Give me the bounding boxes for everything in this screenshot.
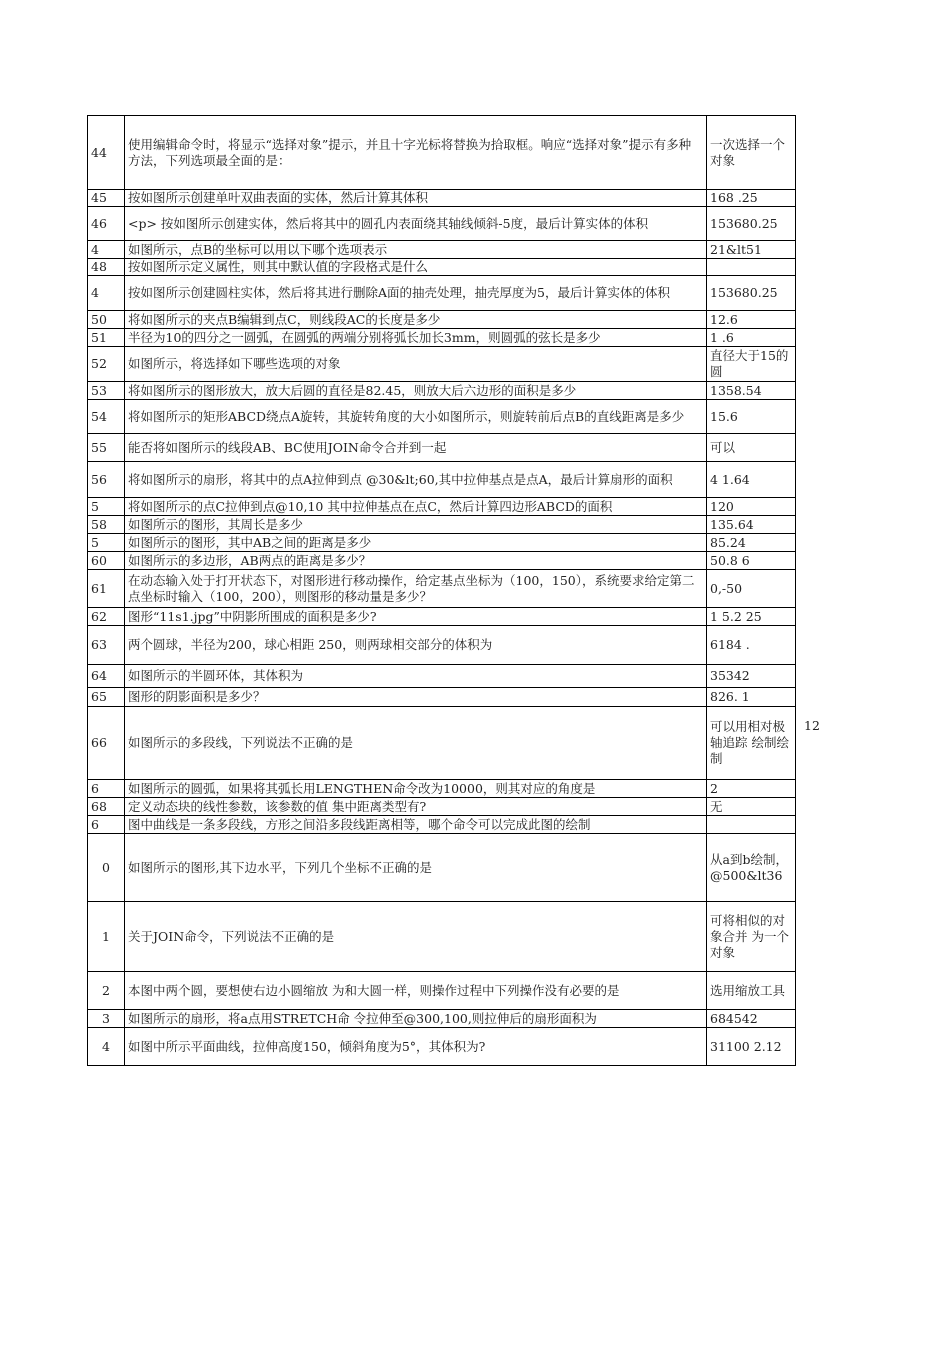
answer-text: 35342 — [707, 665, 796, 688]
question-number: 60 — [88, 552, 125, 570]
question-number: 44 — [88, 116, 125, 190]
answer-text: 50.8 6 — [707, 552, 796, 570]
question-text: 如图所示的扇形，将a点用STRETCH命 令拉伸至@300,100,则拉伸后的扇形面积为 — [125, 1010, 707, 1028]
question-number: 2 — [88, 972, 125, 1010]
table-row — [88, 498, 796, 516]
question-number: 63 — [88, 626, 125, 665]
question-text: <p> 按如图所示创建实体，然后将其中的圆孔内表面绕其轴线倾斜-5度，最后计算实体的体积 — [125, 207, 707, 241]
question-table — [87, 115, 796, 1066]
table-row — [88, 570, 796, 608]
question-number: 46 — [88, 207, 125, 241]
answer-text: 0,-50 — [707, 570, 796, 608]
question-number: 66 — [88, 707, 125, 780]
answer-text: 无 — [707, 798, 796, 816]
question-text: 图形的阴影面积是多少？ — [125, 688, 707, 707]
table-row — [88, 902, 796, 972]
answer-text: 直径大于15的圆 — [707, 347, 796, 382]
question-text: 定义动态块的线性参数，该参数的值 集中距离类型有? — [125, 798, 707, 816]
question-number: 4 — [88, 276, 125, 311]
question-number: 48 — [88, 259, 125, 276]
question-text: 如图所示的圆弧，如果将其弧长用LENGTHEN命令改为10000，则其对应的角度是 — [125, 780, 707, 798]
table-row — [88, 707, 796, 780]
table-row — [88, 241, 796, 259]
question-text: 如图所示的多段线，下列说法不正确的是 — [125, 707, 707, 780]
question-text: 本图中两个圆，要想使右边小圆缩放 为和大圆一样，则操作过程中下列操作没有必要的是 — [125, 972, 707, 1010]
question-number: 4 — [88, 1028, 125, 1066]
question-table-body — [88, 116, 796, 1066]
table-row — [88, 834, 796, 902]
question-number: 6 — [88, 780, 125, 798]
answer-text: 85.24 — [707, 534, 796, 552]
question-text: 两个圆球，半径为200，球心相距 250，则两球相交部分的体积为 — [125, 626, 707, 665]
question-text: 如图所示的图形，其中AB之间的距离是多少 — [125, 534, 707, 552]
question-number: 64 — [88, 665, 125, 688]
table-row — [88, 311, 796, 329]
question-number: 4 — [88, 241, 125, 259]
answer-text: 12.6 — [707, 311, 796, 329]
answer-text: 1 5.2 25 — [707, 608, 796, 626]
answer-text: 从a到b绘制， @500&lt36 — [707, 834, 796, 902]
answer-text — [707, 816, 796, 834]
answer-text: 6184 . — [707, 626, 796, 665]
table-row — [88, 972, 796, 1010]
question-number: 6 — [88, 816, 125, 834]
answer-text: 2 — [707, 780, 796, 798]
answer-text: 31100 2.12 — [707, 1028, 796, 1066]
question-text: 图形“11s1.jpg”中阴影所围成的面积是多少? — [125, 608, 707, 626]
answer-text: 135.64 — [707, 516, 796, 534]
table-row — [88, 276, 796, 311]
table-row — [88, 816, 796, 834]
question-text: 能否将如图所示的线段AB、BC使用JOIN命令合并到一起 — [125, 434, 707, 462]
question-number: 45 — [88, 190, 125, 207]
answer-text: 826. 1 — [707, 688, 796, 707]
answer-text: 1 .6 — [707, 329, 796, 347]
table-row — [88, 116, 796, 190]
question-number: 5 — [88, 534, 125, 552]
question-text: 关于JOIN命令，下列说法不正确的是 — [125, 902, 707, 972]
table-row — [88, 608, 796, 626]
outside-cell-value: 12 — [804, 718, 820, 733]
question-text: 按如图所示创建单叶双曲表面的实体，然后计算其体积 — [125, 190, 707, 207]
answer-text: 1358.54 — [707, 382, 796, 400]
question-text: 如图所示，将选择如下哪些选项的对象 — [125, 347, 707, 382]
answer-text: 可以 — [707, 434, 796, 462]
table-row — [88, 516, 796, 534]
question-number: 3 — [88, 1010, 125, 1028]
question-number: 54 — [88, 400, 125, 434]
answer-text: 120 — [707, 498, 796, 516]
question-number: 51 — [88, 329, 125, 347]
question-text: 将如图所示的扇形，将其中的点A拉伸到点 @30&lt;60,其中拉伸基点是点A，最后计算扇形的面积 — [125, 462, 707, 498]
question-number: 0 — [88, 834, 125, 902]
question-text: 将如图所示的点C拉伸到点@10,10 其中拉伸基点在点C，然后计算四边形ABCD的面积 — [125, 498, 707, 516]
table-row — [88, 552, 796, 570]
answer-text: 15.6 — [707, 400, 796, 434]
question-number: 53 — [88, 382, 125, 400]
question-number: 61 — [88, 570, 125, 608]
question-number: 62 — [88, 608, 125, 626]
table-row — [88, 780, 796, 798]
question-text: 如图所示的图形,其下边水平，下列几个坐标不正确的是 — [125, 834, 707, 902]
question-text: 将如图所示的矩形ABCD绕点A旋转，其旋转角度的大小如图所示，则旋转前后点B的直线距离是多少 — [125, 400, 707, 434]
question-text: 如图中所示平面曲线，拉伸高度150，倾斜角度为5°，其体积为? — [125, 1028, 707, 1066]
answer-text: 4 1.64 — [707, 462, 796, 498]
table-row — [88, 665, 796, 688]
table-row — [88, 434, 796, 462]
table-row — [88, 329, 796, 347]
question-text: 如图所示的图形，其周长是多少 — [125, 516, 707, 534]
question-text: 如图所示的多边形，AB两点的距离是多少？ — [125, 552, 707, 570]
answer-text: 可将相似的对象合并 为一个对象 — [707, 902, 796, 972]
answer-text: 684542 — [707, 1010, 796, 1028]
question-text: 如图所示，点B的坐标可以用以下哪个选项表示 — [125, 241, 707, 259]
table-row — [88, 626, 796, 665]
question-number: 68 — [88, 798, 125, 816]
answer-text: 153680.25 — [707, 207, 796, 241]
table-row — [88, 400, 796, 434]
table-row — [88, 688, 796, 707]
answer-text: 选用缩放工具 — [707, 972, 796, 1010]
table-row — [88, 1010, 796, 1028]
question-text: 如图所示的半圆环体，其体积为 — [125, 665, 707, 688]
table-row — [88, 207, 796, 241]
table-row — [88, 534, 796, 552]
answer-text: 168 .25 — [707, 190, 796, 207]
question-number: 56 — [88, 462, 125, 498]
question-number: 58 — [88, 516, 125, 534]
question-number: 55 — [88, 434, 125, 462]
question-number: 52 — [88, 347, 125, 382]
table-row — [88, 1028, 796, 1066]
table-row — [88, 259, 796, 276]
question-text: 按如图所示定义属性，则其中默认值的字段格式是什么 — [125, 259, 707, 276]
answer-text: 可以用相对极轴追踪 绘制绘制 — [707, 707, 796, 780]
question-text: 使用编辑命令时，将显示“选择对象”提示，并且十字光标将替换为拾取框。响应“选择对象”提示有多种方法，下列选项最全面的是： — [125, 116, 707, 190]
question-text: 图中曲线是一条多段线，方形之间沿多段线距离相等，哪个命令可以完成此图的绘制 — [125, 816, 707, 834]
answer-text: 一次选择一个对象 — [707, 116, 796, 190]
question-text: 将如图所示的夹点B编辑到点C，则线段AC的长度是多少 — [125, 311, 707, 329]
question-table-container — [87, 115, 795, 1066]
question-text: 在动态输入处于打开状态下，对图形进行移动操作，给定基点坐标为（100，150），系统要求给定第二点坐标时输入（100，200），则图形的移动量是多少？ — [125, 570, 707, 608]
question-number: 50 — [88, 311, 125, 329]
question-text: 半径为10的四分之一圆弧，在圆弧的两端分别将弧长加长3mm，则圆弧的弦长是多少 — [125, 329, 707, 347]
table-row — [88, 462, 796, 498]
table-row — [88, 382, 796, 400]
table-row — [88, 798, 796, 816]
question-text: 将如图所示的图形放大，放大后圆的直径是82.45，则放大后六边形的面积是多少 — [125, 382, 707, 400]
question-text: 按如图所示创建圆柱实体，然后将其进行删除A面的抽壳处理，抽壳厚度为5，最后计算实体的体积 — [125, 276, 707, 311]
answer-text: 153680.25 — [707, 276, 796, 311]
table-row — [88, 190, 796, 207]
question-number: 1 — [88, 902, 125, 972]
question-number: 65 — [88, 688, 125, 707]
answer-text: 21&lt51 — [707, 241, 796, 259]
answer-text — [707, 259, 796, 276]
question-number: 5 — [88, 498, 125, 516]
table-row — [88, 347, 796, 382]
